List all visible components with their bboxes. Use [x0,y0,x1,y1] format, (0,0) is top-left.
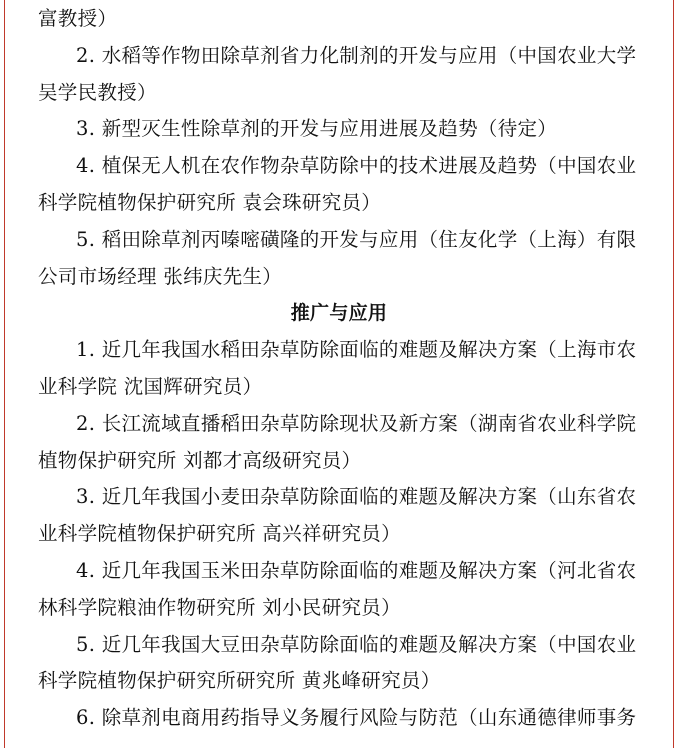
agenda-item: 4. 植保无人机在农作物杂草防除中的技术进展及趋势（中国农业 [76,154,637,178]
text-line: 公司市场经理 张纬庆先生） [38,264,283,288]
text-line: 富教授） [38,7,118,30]
agenda-item: 4. 近几年我国玉米田杂草防除面临的难题及解决方案（河北省农 [76,558,637,582]
agenda-item: 3. 近几年我国小麦田杂草防除面临的难题及解决方案（山东省农 [76,485,637,509]
agenda-item: 1. 近几年我国水稻田杂草防除面临的难题及解决方案（上海市农 [76,338,637,362]
text-line: 业科学院 沈国辉研究员） [38,374,263,398]
agenda-item: 3. 新型灭生性除草剂的开发与应用进展及趋势（待定） [76,117,558,141]
document-body [38,0,640,737]
text-line: 科学院植物保护研究所研究所 黄兆峰研究员） [38,669,441,693]
text-line: 林科学院粮油作物研究所 刘小民研究员） [38,595,401,619]
text-line: 吴学民教授） [38,80,157,104]
agenda-item: 5. 稻田除草剂丙嗪嘧磺隆的开发与应用（住友化学（上海）有限 [76,227,637,251]
agenda-item: 2. 长江流域直播稻田杂草防除现状及新方案（湖南省农业科学院 [76,411,637,435]
text-line: 业科学院植物保护研究所 高兴祥研究员） [38,522,401,546]
text-line: 科学院植物保护研究所 袁会珠研究员） [38,190,382,214]
agenda-item: 5. 近几年我国大豆田杂草防除面临的难题及解决方案（中国农业 [76,632,637,656]
section-heading: 推广与应用 [290,302,388,325]
agenda-item: 2. 水稻等作物田除草剂省力化制剂的开发与应用（中国农业大学 [76,43,637,67]
text-line: 植物保护研究所 刘都才高级研究员） [38,448,362,472]
agenda-item: 6. 除草剂电商用药指导义务履行风险与防范（山东通德律师事务 [76,706,637,730]
